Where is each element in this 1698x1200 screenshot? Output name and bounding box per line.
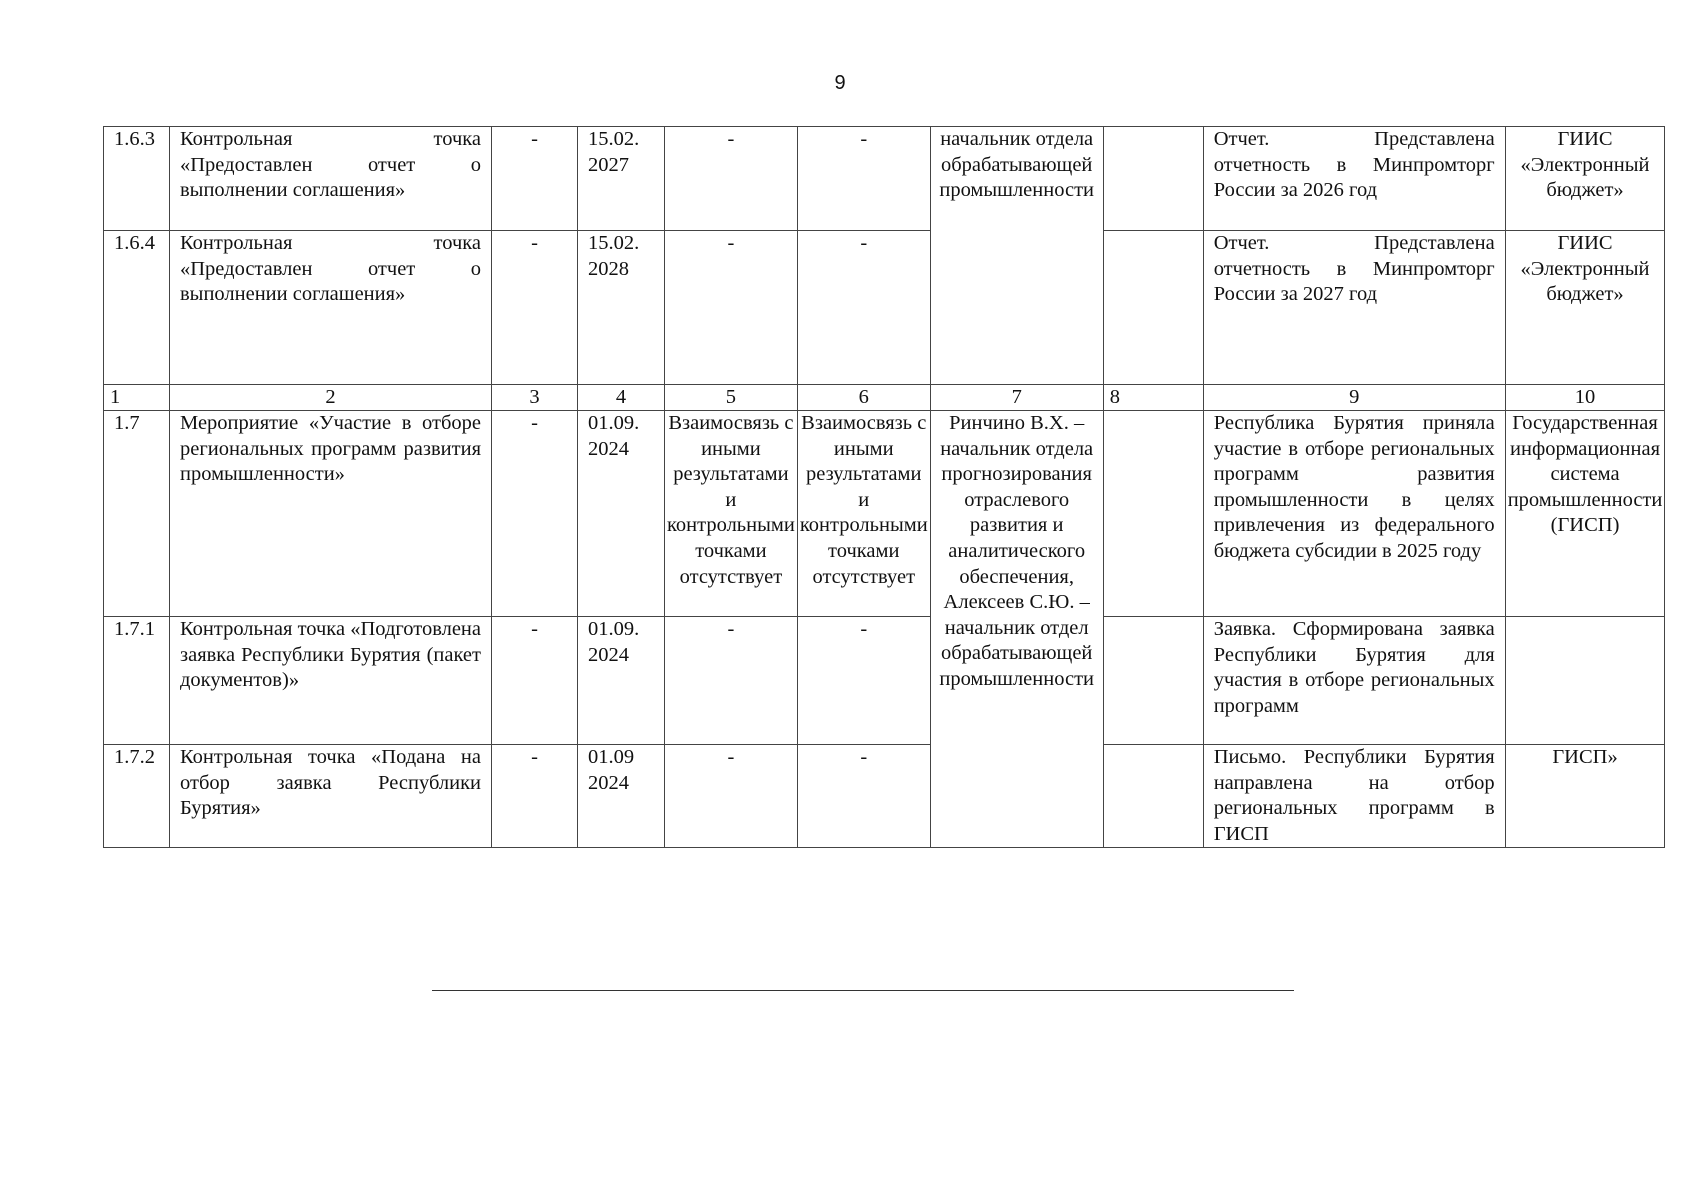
row-number: 1.6.3 bbox=[104, 127, 170, 231]
row-date: 01.09 2024 bbox=[578, 745, 665, 848]
column-number: 10 bbox=[1505, 385, 1665, 411]
row-col3: - bbox=[492, 231, 578, 385]
table-row bbox=[104, 231, 1665, 385]
row-col3: - bbox=[492, 745, 578, 848]
column-number: 8 bbox=[1103, 385, 1203, 411]
row-date: 15.02. 2028 bbox=[578, 231, 665, 385]
row-name: Контрольная точка «Подготовлена заявка Республики Бурятия (пакет документов)» bbox=[170, 617, 492, 745]
row-system: Государственная информационная система промышленности (ГИСП) bbox=[1505, 411, 1665, 617]
row-col5: - bbox=[665, 745, 798, 848]
responsible-cell: Ринчино В.Х. – начальник отдела прогнозирования отраслевого развития и аналитического обеспечения, Алексеев С.Ю. – начальник отдел обрабатывающей промышленности bbox=[930, 411, 1103, 848]
row-col8 bbox=[1103, 231, 1203, 385]
table-row bbox=[104, 745, 1665, 848]
row-result: Республика Бурятия приняла участие в отборе региональных программ развития промышленности в целях привлечения из федерального бюджета субсидии в 2025 году bbox=[1203, 411, 1505, 617]
column-number: 2 bbox=[170, 385, 492, 411]
row-number: 1.7.2 bbox=[104, 745, 170, 848]
row-col8 bbox=[1103, 127, 1203, 231]
row-col6: - bbox=[797, 617, 930, 745]
row-system: ГИИС «Электронный бюджет» bbox=[1505, 127, 1665, 231]
table-row bbox=[104, 411, 1665, 617]
column-number: 9 bbox=[1203, 385, 1505, 411]
row-system: ГИИС «Электронный бюджет» bbox=[1505, 231, 1665, 385]
row-name: Мероприятие «Участие в отборе региональных программ развития промышленности» bbox=[170, 411, 492, 617]
row-system bbox=[1505, 617, 1665, 745]
row-result: Заявка. Сформирована заявка Республики Бурятия для участия в отборе региональных программ bbox=[1203, 617, 1505, 745]
row-number: 1.7 bbox=[104, 411, 170, 617]
table-row bbox=[104, 617, 1665, 745]
row-date: 15.02. 2027 bbox=[578, 127, 665, 231]
column-number: 4 bbox=[578, 385, 665, 411]
row-number: 1.7.1 bbox=[104, 617, 170, 745]
row-name: Контрольная точка «Предоставлен отчет о выполнении соглашения» bbox=[170, 231, 492, 385]
row-col8 bbox=[1103, 617, 1203, 745]
row-col6: - bbox=[797, 127, 930, 231]
column-number: 3 bbox=[492, 385, 578, 411]
row-col3: - bbox=[492, 617, 578, 745]
row-col6: Взаимосвязь с иными результатами и контрольными точками отсутствует bbox=[797, 411, 930, 617]
row-col8 bbox=[1103, 411, 1203, 617]
row-col5: Взаимосвязь с иными результатами и контрольными точками отсутствует bbox=[665, 411, 798, 617]
column-number-row bbox=[104, 385, 1665, 411]
table-row bbox=[104, 127, 1665, 231]
responsible-cell: начальник отдела обрабатывающей промышленности bbox=[930, 127, 1103, 385]
plan-table bbox=[103, 126, 1665, 848]
row-date: 01.09. 2024 bbox=[578, 617, 665, 745]
row-col5: - bbox=[665, 617, 798, 745]
column-number: 7 bbox=[930, 385, 1103, 411]
row-col6: - bbox=[797, 745, 930, 848]
row-result: Письмо. Республики Бурятия направлена на отбор региональных программ в ГИСП bbox=[1203, 745, 1505, 848]
row-col6: - bbox=[797, 231, 930, 385]
footer-divider bbox=[432, 990, 1294, 991]
row-col3: - bbox=[492, 127, 578, 231]
row-result: Отчет. Представлена отчетность в Минпромторг России за 2026 год bbox=[1203, 127, 1505, 231]
row-col8 bbox=[1103, 745, 1203, 848]
column-number: 1 bbox=[104, 385, 170, 411]
row-result: Отчет. Представлена отчетность в Минпромторг России за 2027 год bbox=[1203, 231, 1505, 385]
row-col3: - bbox=[492, 411, 578, 617]
row-col5: - bbox=[665, 231, 798, 385]
row-name: Контрольная точка «Подана на отбор заявка Республики Бурятия» bbox=[170, 745, 492, 848]
column-number: 5 bbox=[665, 385, 798, 411]
page-number: 9 bbox=[834, 72, 846, 94]
row-number: 1.6.4 bbox=[104, 231, 170, 385]
row-col5: - bbox=[665, 127, 798, 231]
row-name: Контрольная точка «Предоставлен отчет о выполнении соглашения» bbox=[170, 127, 492, 231]
row-system: ГИСП» bbox=[1505, 745, 1665, 848]
row-date: 01.09. 2024 bbox=[578, 411, 665, 617]
column-number: 6 bbox=[797, 385, 930, 411]
